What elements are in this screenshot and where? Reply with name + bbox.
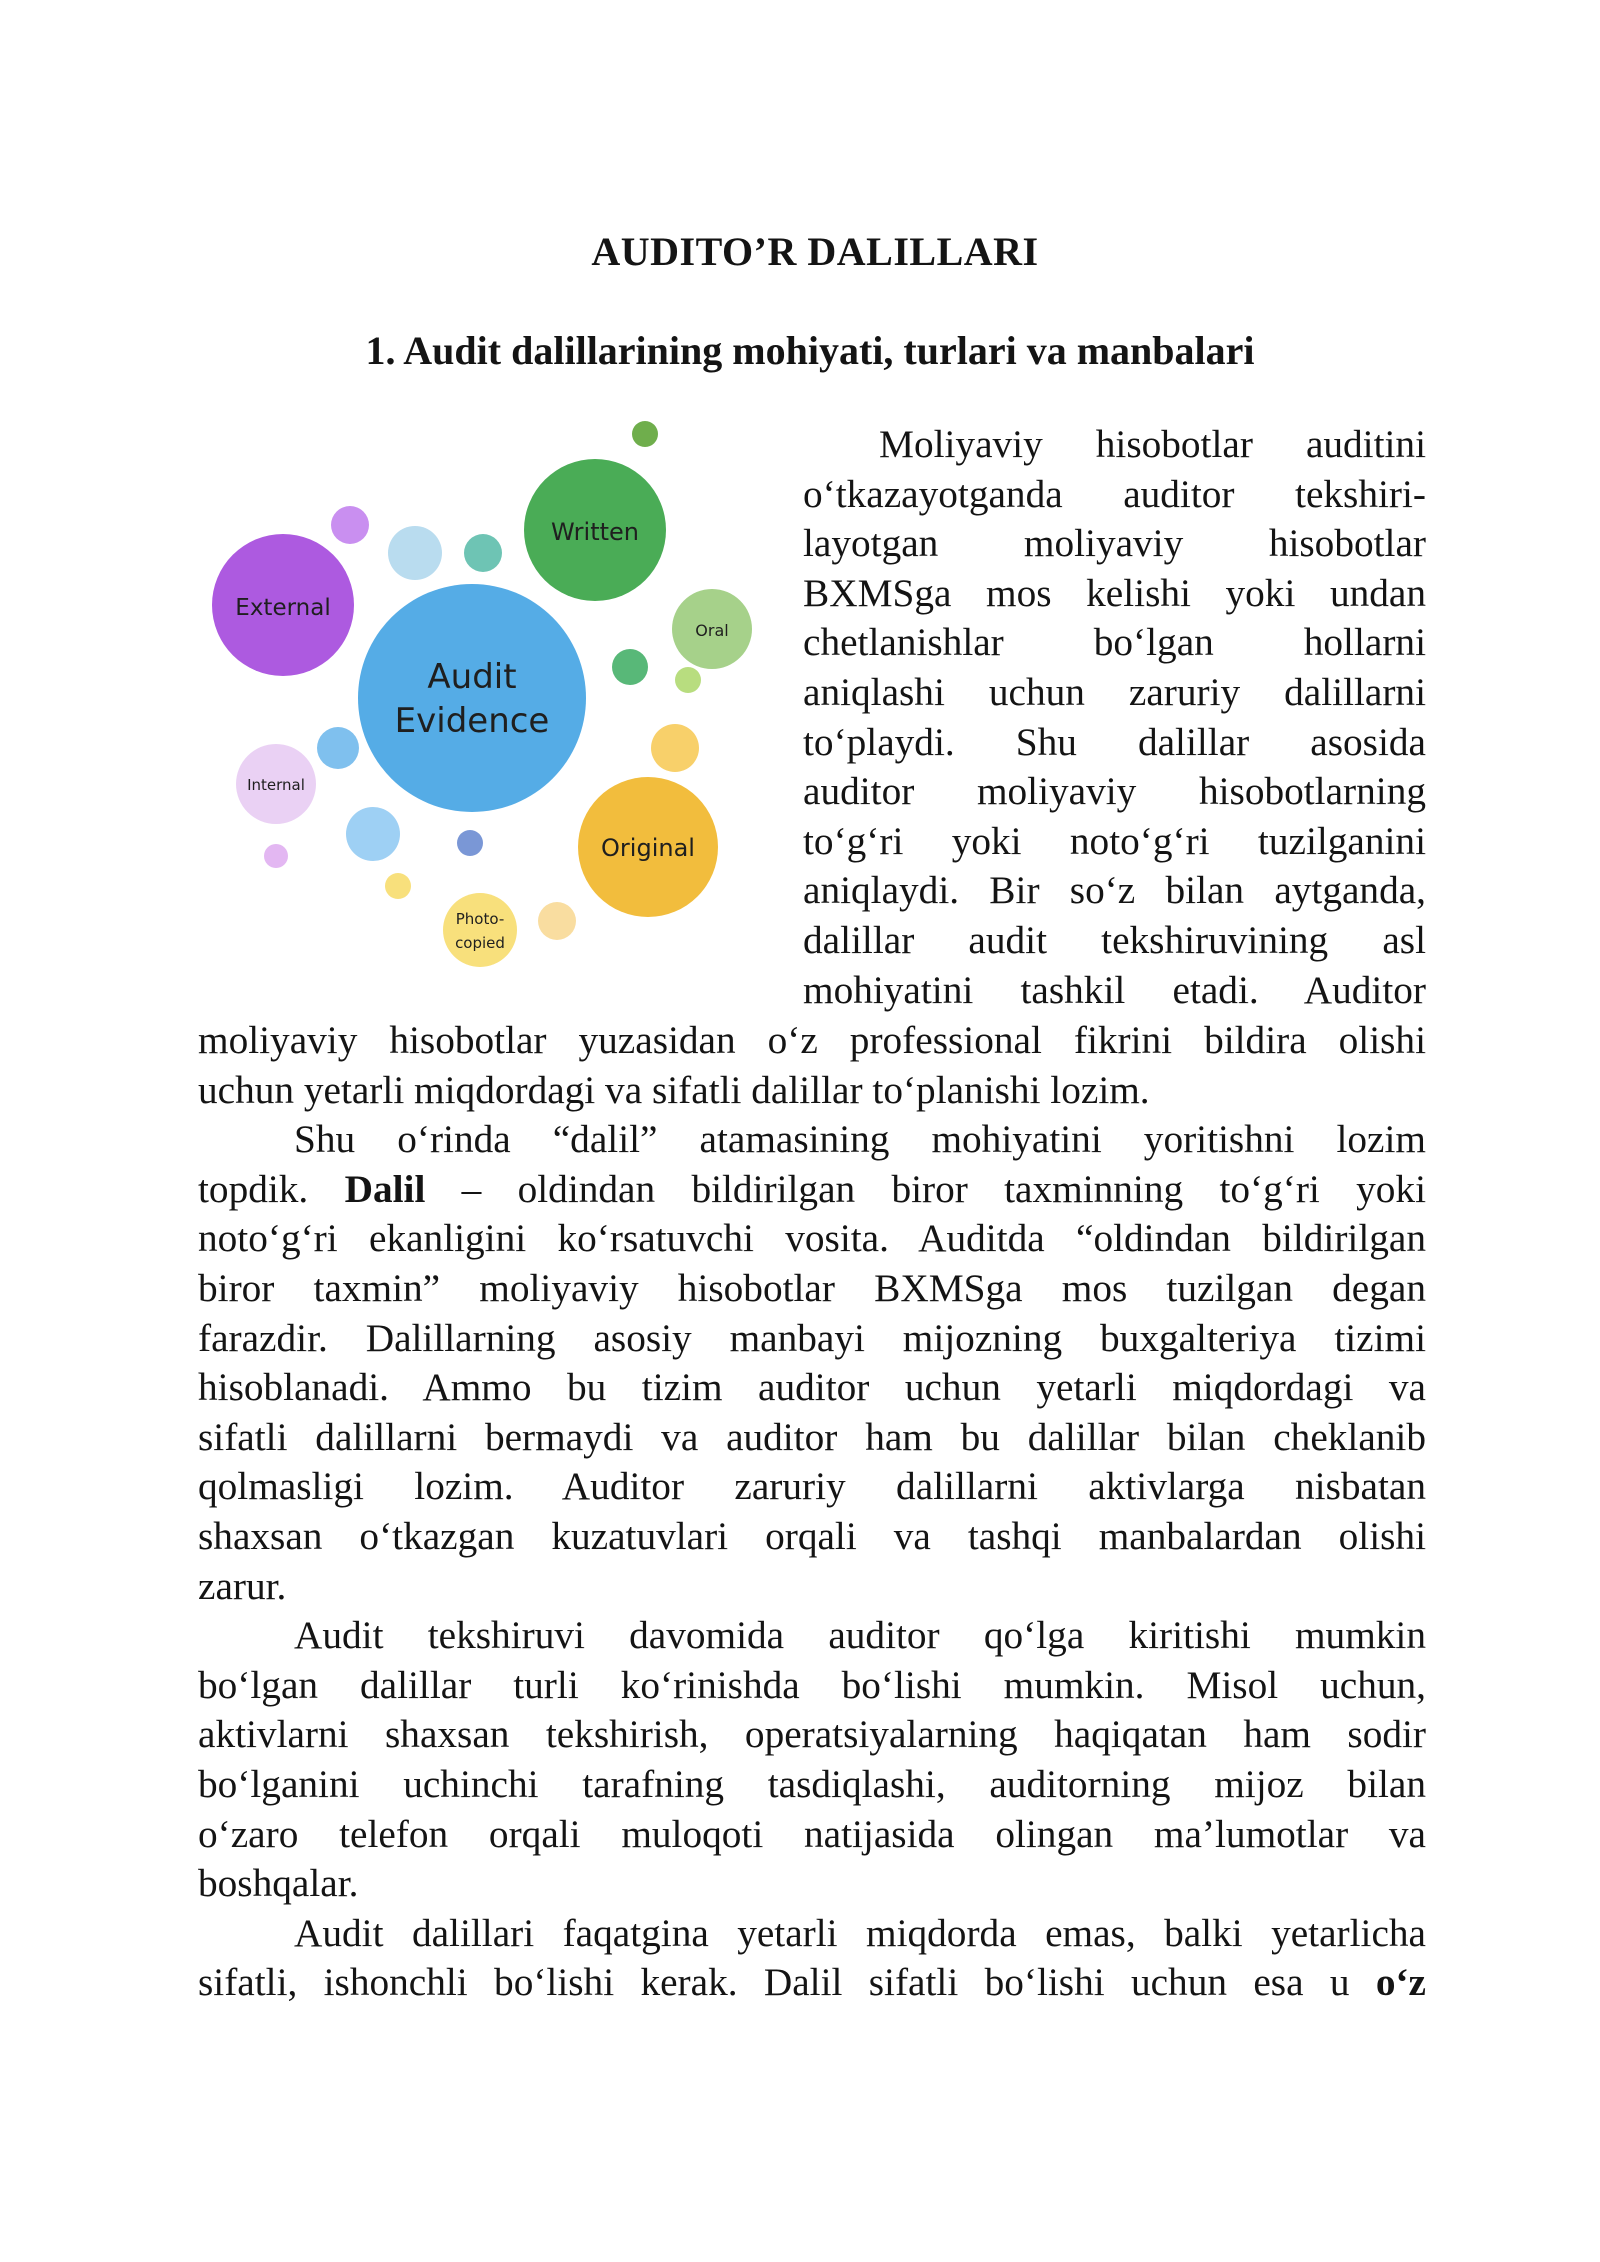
text-line: Moliyaviy hisobotlar auditini bbox=[879, 422, 1426, 466]
label-original: Original bbox=[601, 834, 695, 862]
text-line: noto‘g‘ri ekanligini ko‘rsatuvchi vosita. Auditda “oldindan bildirilgan bbox=[198, 1216, 1426, 1261]
bubble-small-purple bbox=[331, 506, 369, 544]
text-line-with-term bbox=[198, 1165, 1426, 1215]
bubble-small-yellow bbox=[651, 724, 699, 772]
text-line: Shu o‘rinda “dalil” atamasining mohiyatini yoritishni lozim bbox=[294, 1117, 1426, 1162]
text-line: o‘tkazayotganda auditor tekshiri- bbox=[803, 471, 1426, 516]
bubble-small-yellow-2 bbox=[385, 873, 411, 899]
text-line: zarur. bbox=[198, 1563, 287, 1608]
bubble-small-teal bbox=[464, 534, 502, 572]
text-fragment: sifatli, ishonchli bo‘lishi kerak. Dalil sifatli bo‘lishi uchun esa u bbox=[198, 1960, 1350, 2005]
text-fragment: – oldindan bildirilgan biror taxminning to‘g‘ri yoki bbox=[461, 1166, 1427, 1211]
text-line: farazdir. Dalillarning asosiy manbayi mijozning buxgalteriya tizimi bbox=[198, 1315, 1426, 1360]
bubble-small-lightblue bbox=[388, 526, 442, 580]
paragraph-1-wrap bbox=[803, 420, 1426, 1015]
text-line: shaxsan o‘tkazgan kuzatuvlari orqali va tashqi manbalardan olishi bbox=[198, 1513, 1426, 1558]
audit-evidence-figure bbox=[200, 410, 780, 990]
label-evidence: Evidence bbox=[394, 701, 550, 741]
label-oral: Oral bbox=[695, 621, 729, 640]
text-line-with-term bbox=[198, 1958, 1426, 2008]
bubble-small-lime bbox=[675, 667, 701, 693]
label-copied: copied bbox=[455, 934, 505, 952]
bubble-center-audit-evidence bbox=[358, 584, 586, 812]
text-line: aniqlashi uchun zaruriy dalillarni bbox=[803, 669, 1426, 714]
text-line: sifatli dalillarni bermaydi va auditor ham bu dalillar bilan cheklanib bbox=[198, 1414, 1426, 1459]
bubble-small-green-top bbox=[632, 421, 658, 447]
label-internal: Internal bbox=[247, 776, 305, 794]
text-line: Audit dalillari faqatgina yetarli miqdorda emas, balki yetarlicha bbox=[294, 1910, 1426, 1955]
bubble-photocopied bbox=[443, 893, 517, 967]
text-line: to‘playdi. Shu dalillar asosida bbox=[803, 719, 1426, 764]
text-line: dalillar audit tekshiruvining asl bbox=[803, 917, 1426, 962]
bubble-small-green bbox=[612, 649, 648, 685]
text-line: hisoblanadi. Ammo bu tizim auditor uchun yetarli miqdordagi va bbox=[198, 1365, 1426, 1410]
label-photo: Photo- bbox=[455, 910, 505, 928]
text-fragment: topdik. bbox=[198, 1166, 309, 1211]
text-line: bo‘lganini uchinchi tarafning tasdiqlashi, auditorning mijoz bilan bbox=[198, 1761, 1426, 1806]
text-line: boshqalar. bbox=[198, 1861, 359, 1906]
text-line: aktivlarni shaxsan tekshirish, operatsiyalarning haqiqatan ham sodir bbox=[198, 1712, 1426, 1757]
body-text bbox=[198, 1016, 1426, 2008]
text-line: uchun yetarli miqdordagi va sifatli dalillar to‘planishi lozim. bbox=[198, 1067, 1150, 1112]
text-line: biror taxmin” moliyaviy hisobotlar BXMSga mos tuzilgan degan bbox=[198, 1265, 1426, 1310]
text-line: qolmasligi lozim. Auditor zaruriy dalillarni aktivlarga nisbatan bbox=[198, 1464, 1426, 1509]
bubble-small-blue-2 bbox=[346, 807, 400, 861]
bubble-small-blue-1 bbox=[317, 727, 359, 769]
text-line: o‘zaro telefon orqali muloqoti natijasida olingan ma’lumotlar va bbox=[198, 1811, 1426, 1856]
bubble-small-pink bbox=[264, 844, 288, 868]
text-line: chetlanishlar bo‘lgan hollarni bbox=[803, 620, 1426, 665]
text-line: BXMSga mos kelishi yoki undan bbox=[803, 570, 1426, 615]
text-line: aniqlaydi. Bir so‘z bilan aytganda, bbox=[803, 868, 1426, 913]
document-title: AUDITO’R DALILLARI bbox=[591, 229, 1039, 274]
text-line: auditor moliyaviy hisobotlarning bbox=[803, 769, 1426, 814]
term-dalil: Dalil bbox=[344, 1166, 426, 1211]
text-line: Audit tekshiruvi davomida auditor qo‘lga kiritishi mumkin bbox=[294, 1613, 1426, 1658]
text-line: to‘g‘ri yoki noto‘g‘ri tuzilganini bbox=[803, 818, 1426, 863]
bubble-small-navy bbox=[457, 830, 483, 856]
text-line: layotgan moliyaviy hisobotlar bbox=[803, 521, 1426, 566]
text-line: moliyaviy hisobotlar yuzasidan o‘z professional fikrini bildira olishi bbox=[198, 1018, 1426, 1062]
term-oz: o‘z bbox=[1375, 1960, 1426, 2005]
text-line: mohiyatini tashkil etadi. Auditor bbox=[803, 967, 1426, 1012]
text-line: bo‘lgan dalillar turli ko‘rinishda bo‘lishi mumkin. Misol uchun, bbox=[198, 1662, 1426, 1707]
label-written: Written bbox=[551, 518, 639, 546]
section-heading: 1. Audit dalillarining mohiyati, turlari va manbalari bbox=[365, 328, 1255, 373]
bubble-small-cream bbox=[538, 902, 576, 940]
label-external: External bbox=[235, 595, 331, 621]
label-audit: Audit bbox=[427, 657, 517, 697]
